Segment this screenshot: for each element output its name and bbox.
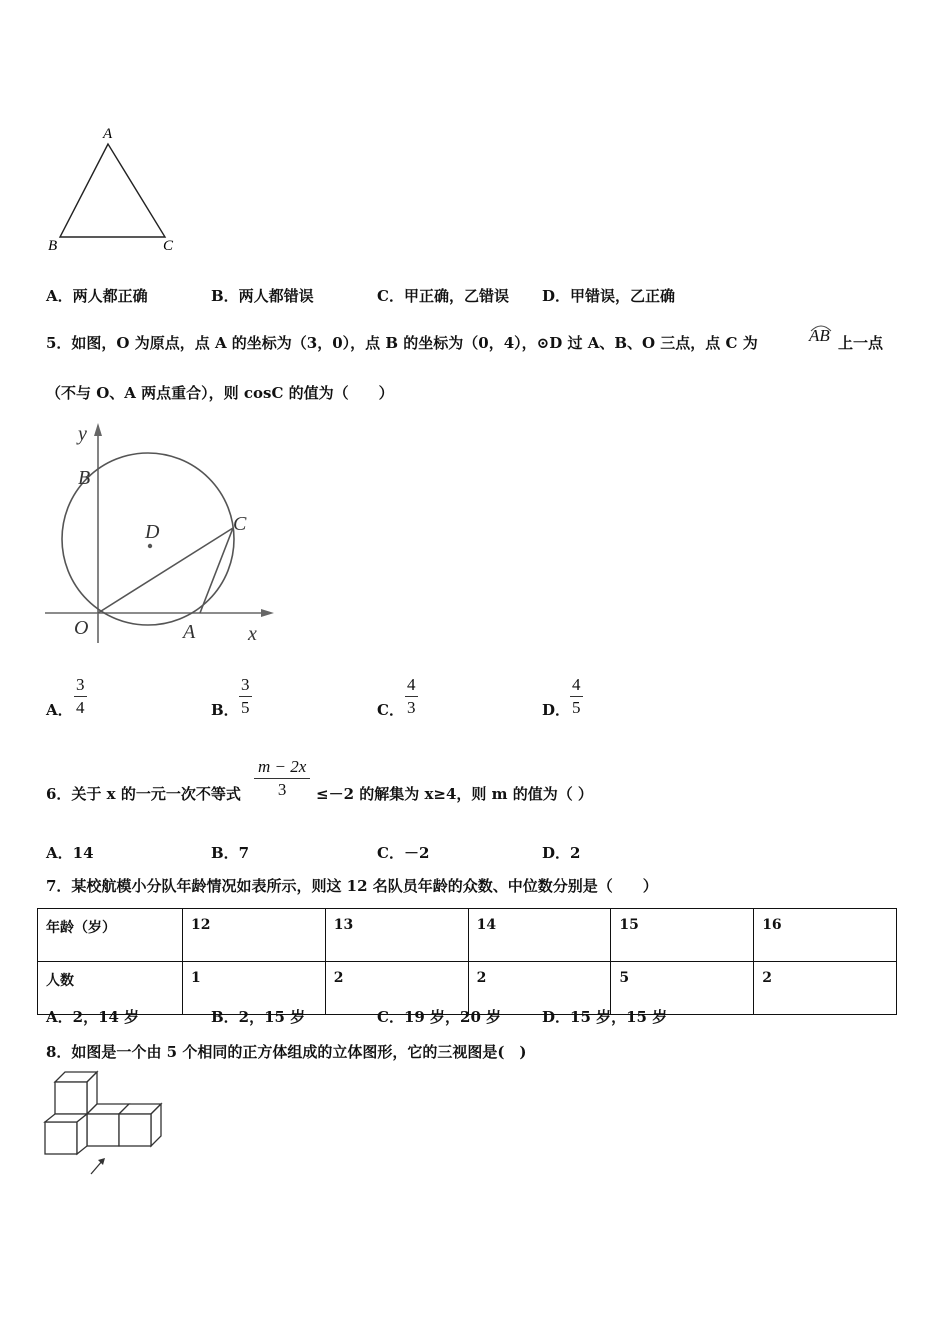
triangle-figure [40,122,190,257]
q5-text-part2: 上一点 [838,334,884,352]
q6-option-b[interactable]: B．7 [211,844,250,862]
q7-option-b[interactable]: B．2，15 岁 [211,1008,306,1026]
q5-option-c-num: 4 [407,675,416,694]
q5-fig-label-c: C [233,513,247,535]
q5-option-a-den: 4 [76,698,85,717]
q8-cubes-figure [43,1070,173,1180]
table-cell: 2 [754,962,897,1015]
q5-fig-label-y: y [78,423,87,445]
table-cell: 2 [468,962,611,1015]
q8-question: 8．如图是一个由 5 个相同的正方体组成的立体图形，它的三视图是( ) [46,1043,527,1061]
q4-option-b[interactable]: B．两人都错误 [211,287,314,305]
q7-age-table [37,908,897,1015]
q6-fraction [254,757,310,800]
table-cell: 1 [183,962,326,1015]
q5-option-b-den: 5 [241,698,250,717]
q5-circle-figure [40,418,280,648]
table-cell: 15 [611,909,754,962]
q5-option-d-letter[interactable]: D． [542,701,571,719]
table-cell: 16 [754,909,897,962]
q5-option-c-den: 3 [407,698,416,717]
q5-option-d-den: 5 [572,698,581,717]
table-cell: 13 [325,909,468,962]
table-cell: 5 [611,962,754,1015]
table-row [38,909,897,962]
q6-option-d[interactable]: D．2 [542,844,581,862]
q6-frac-num: m − 2x [258,757,307,776]
view-direction-arrow-icon [91,1158,105,1174]
q6-frac-den: 3 [277,780,287,799]
q5-arc-label: AB [809,326,830,345]
q7-option-c[interactable]: C．19 岁，20 岁 [377,1008,502,1026]
q4-option-d[interactable]: D．甲错误，乙正确 [542,287,676,305]
q5-fig-label-b: B [78,467,91,489]
q5-text-part1: 5．如图，O 为原点，点 A 的坐标为（3，0），点 B 的坐标为（0，4），⊙D 过 A、B、O 三点，点 C 为 [46,334,758,352]
q5-option-a-letter[interactable]: A． [46,701,73,719]
q5-option-d-num: 4 [572,675,581,694]
q7-option-d[interactable]: D．15 岁，15 岁 [542,1008,668,1026]
q5-fig-label-a: A [183,621,196,643]
q6-prefix: 6．关于 x 的一元一次不等式 [46,785,241,803]
triangle-label-a: A [103,126,113,142]
q4-option-c[interactable]: C．甲正确，乙错误 [377,287,509,305]
q7-option-a[interactable]: A．2，14 岁 [46,1008,140,1026]
q5-option-a-num: 3 [76,675,85,694]
table-cell: 人数 [38,962,183,1015]
table-cell: 14 [468,909,611,962]
q5-question-line1 [46,333,758,353]
q5-option-b-letter[interactable]: B． [211,701,239,719]
q4-option-a[interactable]: A．两人都正确 [46,287,148,305]
q5-option-d-fraction[interactable] [570,675,583,718]
q5-option-b-num: 3 [241,675,250,694]
q5-fig-label-x: x [248,623,257,645]
q5-option-b-fraction[interactable] [239,675,252,718]
table-cell: 年龄（岁） [38,909,183,962]
q5-fig-label-o: O [74,617,89,639]
q5-question-line2: （不与 O、A 两点重合），则 cosC 的值为（ ） [46,384,394,402]
q5-fig-label-d: D [145,521,160,543]
triangle-label-c: C [163,238,174,254]
q5-option-c-fraction[interactable] [405,675,418,718]
q7-question: 7．某校航模小分队年龄情况如表所示，则这 12 名队员年龄的众数、中位数分别是（ ） [46,877,658,895]
q5-option-c-letter[interactable]: C． [377,701,404,719]
triangle-label-b: B [48,238,58,254]
q6-suffix: ≤－2 的解集为 x≥4，则 m 的值为（ ） [316,785,593,803]
q5-option-a-fraction[interactable] [74,675,87,718]
q5-arc-ab [808,322,836,350]
q6-option-c[interactable]: C．－2 [377,844,430,862]
q6-option-a[interactable]: A．14 [46,844,94,862]
table-cell: 2 [325,962,468,1015]
table-cell: 12 [183,909,326,962]
